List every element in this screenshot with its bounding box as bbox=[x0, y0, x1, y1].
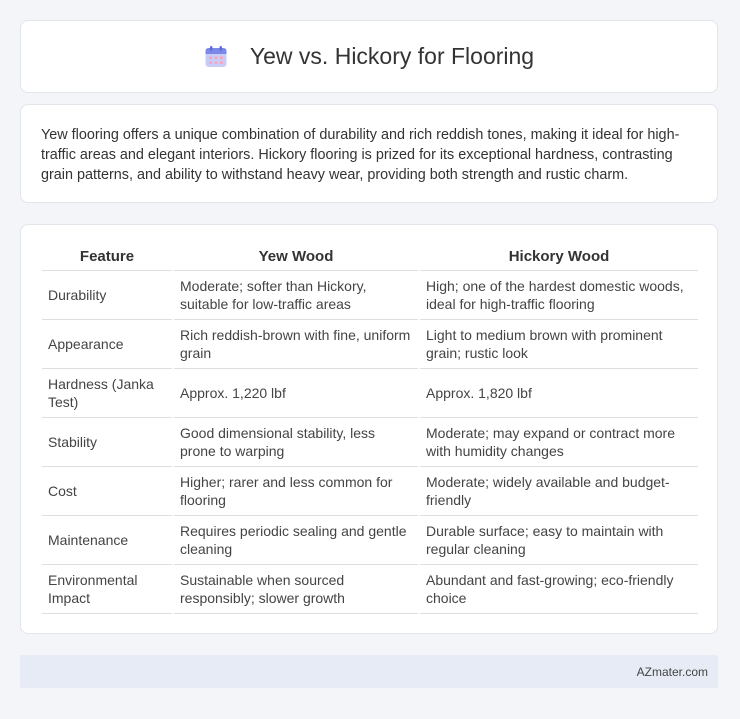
table-row bbox=[42, 320, 698, 369]
title-card bbox=[20, 20, 718, 93]
comparison-table bbox=[40, 245, 700, 614]
feature-cell: Appearance bbox=[42, 320, 172, 369]
yew-cell: Requires periodic sealing and gentle cleaning bbox=[174, 516, 418, 565]
hickory-cell: Moderate; widely available and budget-friendly bbox=[420, 467, 698, 516]
intro-card bbox=[20, 104, 718, 203]
feature-cell: Environmental Impact bbox=[42, 565, 172, 614]
feature-cell: Durability bbox=[42, 271, 172, 320]
page-title: Yew vs. Hickory for Flooring bbox=[249, 43, 535, 69]
feature-cell: Stability bbox=[42, 418, 172, 467]
column-header-yew: Yew Wood bbox=[174, 245, 418, 271]
yew-cell: Approx. 1,220 lbf bbox=[174, 369, 418, 418]
table-row bbox=[42, 271, 698, 320]
yew-cell: Moderate; softer than Hickory, suitable for low-traffic areas bbox=[174, 271, 418, 320]
table-header-row bbox=[42, 245, 698, 271]
yew-cell: Higher; rarer and less common for flooring bbox=[174, 467, 418, 516]
yew-cell: Good dimensional stability, less prone to warping bbox=[174, 418, 418, 467]
hickory-cell: High; one of the hardest domestic woods, ideal for high-traffic flooring bbox=[420, 271, 698, 320]
table-row bbox=[42, 467, 698, 516]
hickory-cell: Light to medium brown with prominent grain; rustic look bbox=[420, 320, 698, 369]
table-row bbox=[42, 369, 698, 418]
feature-cell: Hardness (Janka Test) bbox=[42, 369, 172, 418]
table-row bbox=[42, 418, 698, 467]
table-row bbox=[42, 565, 698, 614]
hickory-cell: Durable surface; easy to maintain with regular cleaning bbox=[420, 516, 698, 565]
calendar-icon bbox=[204, 45, 228, 69]
feature-cell: Cost bbox=[42, 467, 172, 516]
table-row bbox=[42, 516, 698, 565]
yew-cell: Sustainable when sourced responsibly; slower growth bbox=[174, 565, 418, 614]
feature-cell: Maintenance bbox=[42, 516, 172, 565]
column-header-hickory: Hickory Wood bbox=[420, 245, 698, 271]
comparison-table-card bbox=[20, 224, 718, 634]
hickory-cell: Abundant and fast-growing; eco-friendly choice bbox=[420, 565, 698, 614]
hickory-cell: Approx. 1,820 lbf bbox=[420, 369, 698, 418]
column-header-feature: Feature bbox=[42, 245, 172, 271]
hickory-cell: Moderate; may expand or contract more with humidity changes bbox=[420, 418, 698, 467]
footer bbox=[20, 655, 718, 688]
intro-paragraph: Yew flooring offers a unique combination of durability and rich reddish tones, making it ideal for high-traffic areas and elegant interiors. Hickory flooring is prized for its exceptional hardness, contrasting grain patterns, and ability to withstand heavy wear, providing both strength and rustic charm. bbox=[41, 127, 680, 183]
yew-cell: Rich reddish-brown with fine, uniform grain bbox=[174, 320, 418, 369]
footer-site-name: AZmater.com bbox=[636, 664, 708, 679]
